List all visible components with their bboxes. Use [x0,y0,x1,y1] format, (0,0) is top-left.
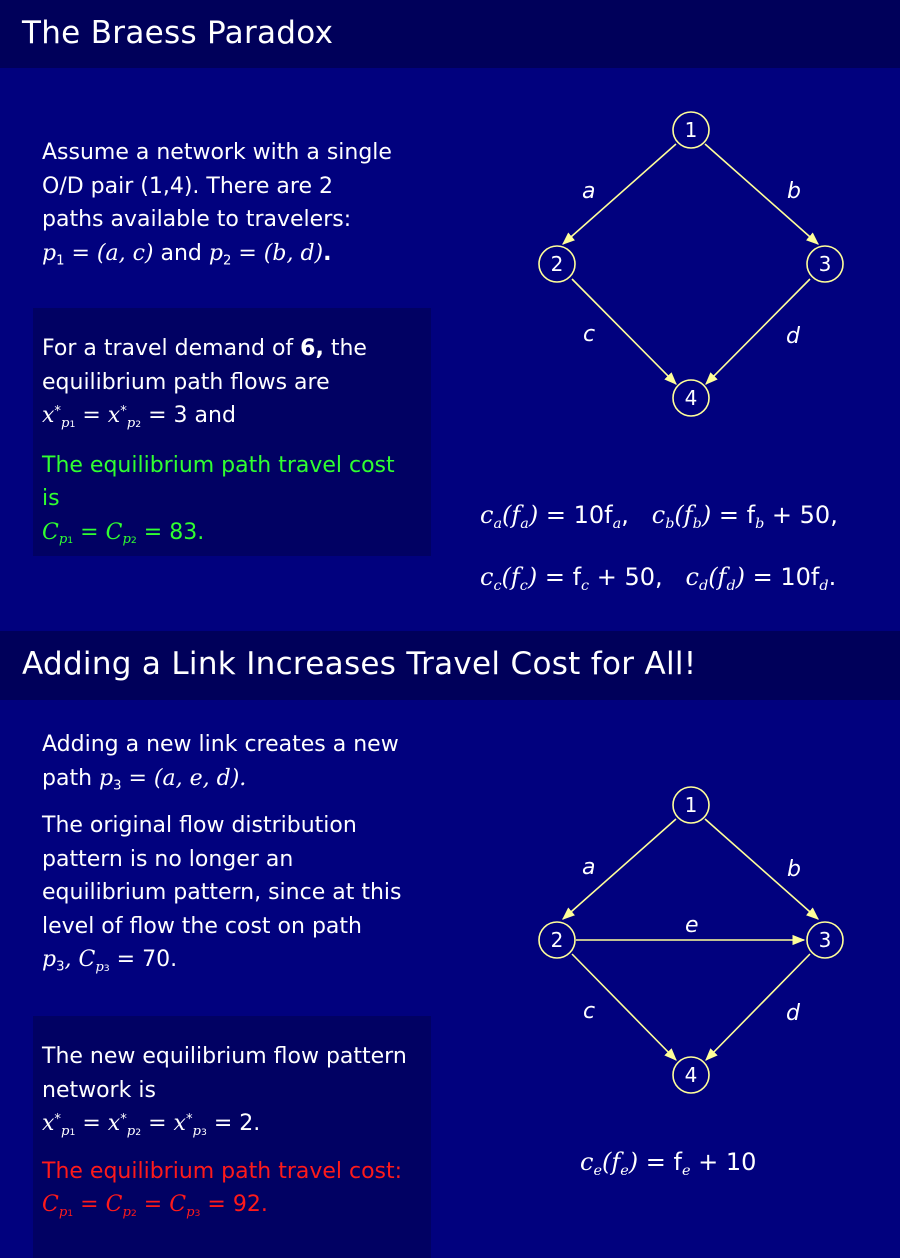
node-2-label: 2 [550,252,564,276]
node-3-label: 3 [818,928,832,952]
slide-adding-link [0,630,900,1257]
cost-function-e: $c_e(f_e) = f_e + 10$ [580,1148,757,1180]
link-a-label: a [582,855,596,880]
network-diagram-with-link-e [0,630,900,1257]
cost-equation: $C_{p1} = C_{p2} = C_{p3} = 92$. [42,1192,268,1220]
link-b-label: b [787,179,801,204]
node-3-label: 3 [818,252,832,276]
intro-line: equilibrium pattern, since at this [42,880,402,905]
green-line: is [42,486,60,511]
green-line: The equilibrium path travel cost [42,452,395,478]
link-a-arrow [563,819,676,919]
link-c-label: c [583,322,596,347]
cost-function-row-2: $c_c(f_c) = f_c + 50$, $c_d(f_d) = 10f_d$. [480,563,837,595]
link-a-arrow [563,144,676,244]
cost-equation: $C_{p1} = C_{p2} = 83$. [42,519,205,548]
node-1-label: 1 [684,118,698,142]
intro-line: Adding a new link creates a new [42,732,399,757]
cost-function-row-1: $c_a(f_a) = 10f_a$, $c_b(f_b) = f_b + 50$, [480,501,838,533]
intro-line: paths available to travelers: [42,207,352,232]
link-b-label: b [787,857,801,882]
link-d-label: d [786,324,800,349]
link-d-label: d [786,1001,800,1026]
link-e-label: e [685,913,699,938]
demand-line: For a travel demand of 6, the [42,336,367,361]
link-b-arrow [705,144,818,244]
flow-equation: $x^*_{p1} = x^*_{p2} = 3$ and [42,403,236,431]
link-c-label: c [583,999,596,1024]
slide-title: Adding a Link Increases Travel Cost for All! [22,646,697,682]
slide-title: The Braess Paradox [22,15,334,51]
path-p3-cost: $p_3$, $C_{p3} = 70$. [42,947,178,975]
paths-definition: $p_1 = (a$, c) and $p_2 = (b$, d). [42,240,332,269]
path-p3-definition: path $p_3 = (a$, e, d). [42,765,247,794]
link-a-label: a [582,179,596,204]
intro-line: O/D pair (1,4). There are 2 [42,173,333,199]
box-line: network is [42,1077,156,1103]
red-line: The equilibrium path travel cost: [42,1158,403,1184]
node-1-label: 1 [684,793,698,817]
node-4-label: 4 [684,1063,698,1087]
link-b-arrow [705,819,818,919]
box-line: The new equilibrium flow pattern [42,1044,407,1069]
intro-line: Assume a network with a single [42,140,392,165]
intro-line: pattern is no longer an [42,846,294,872]
flow-equation: $x^*_{p1} = x^*_{p2} = x^*_{p3} = 2$. [42,1111,261,1139]
box-line: equilibrium path flows are [42,369,330,395]
intro-line: level of flow the cost on path [42,913,362,939]
intro-line: The original flow distribution [42,813,357,838]
node-4-label: 4 [684,386,698,410]
node-2-label: 2 [550,928,564,952]
